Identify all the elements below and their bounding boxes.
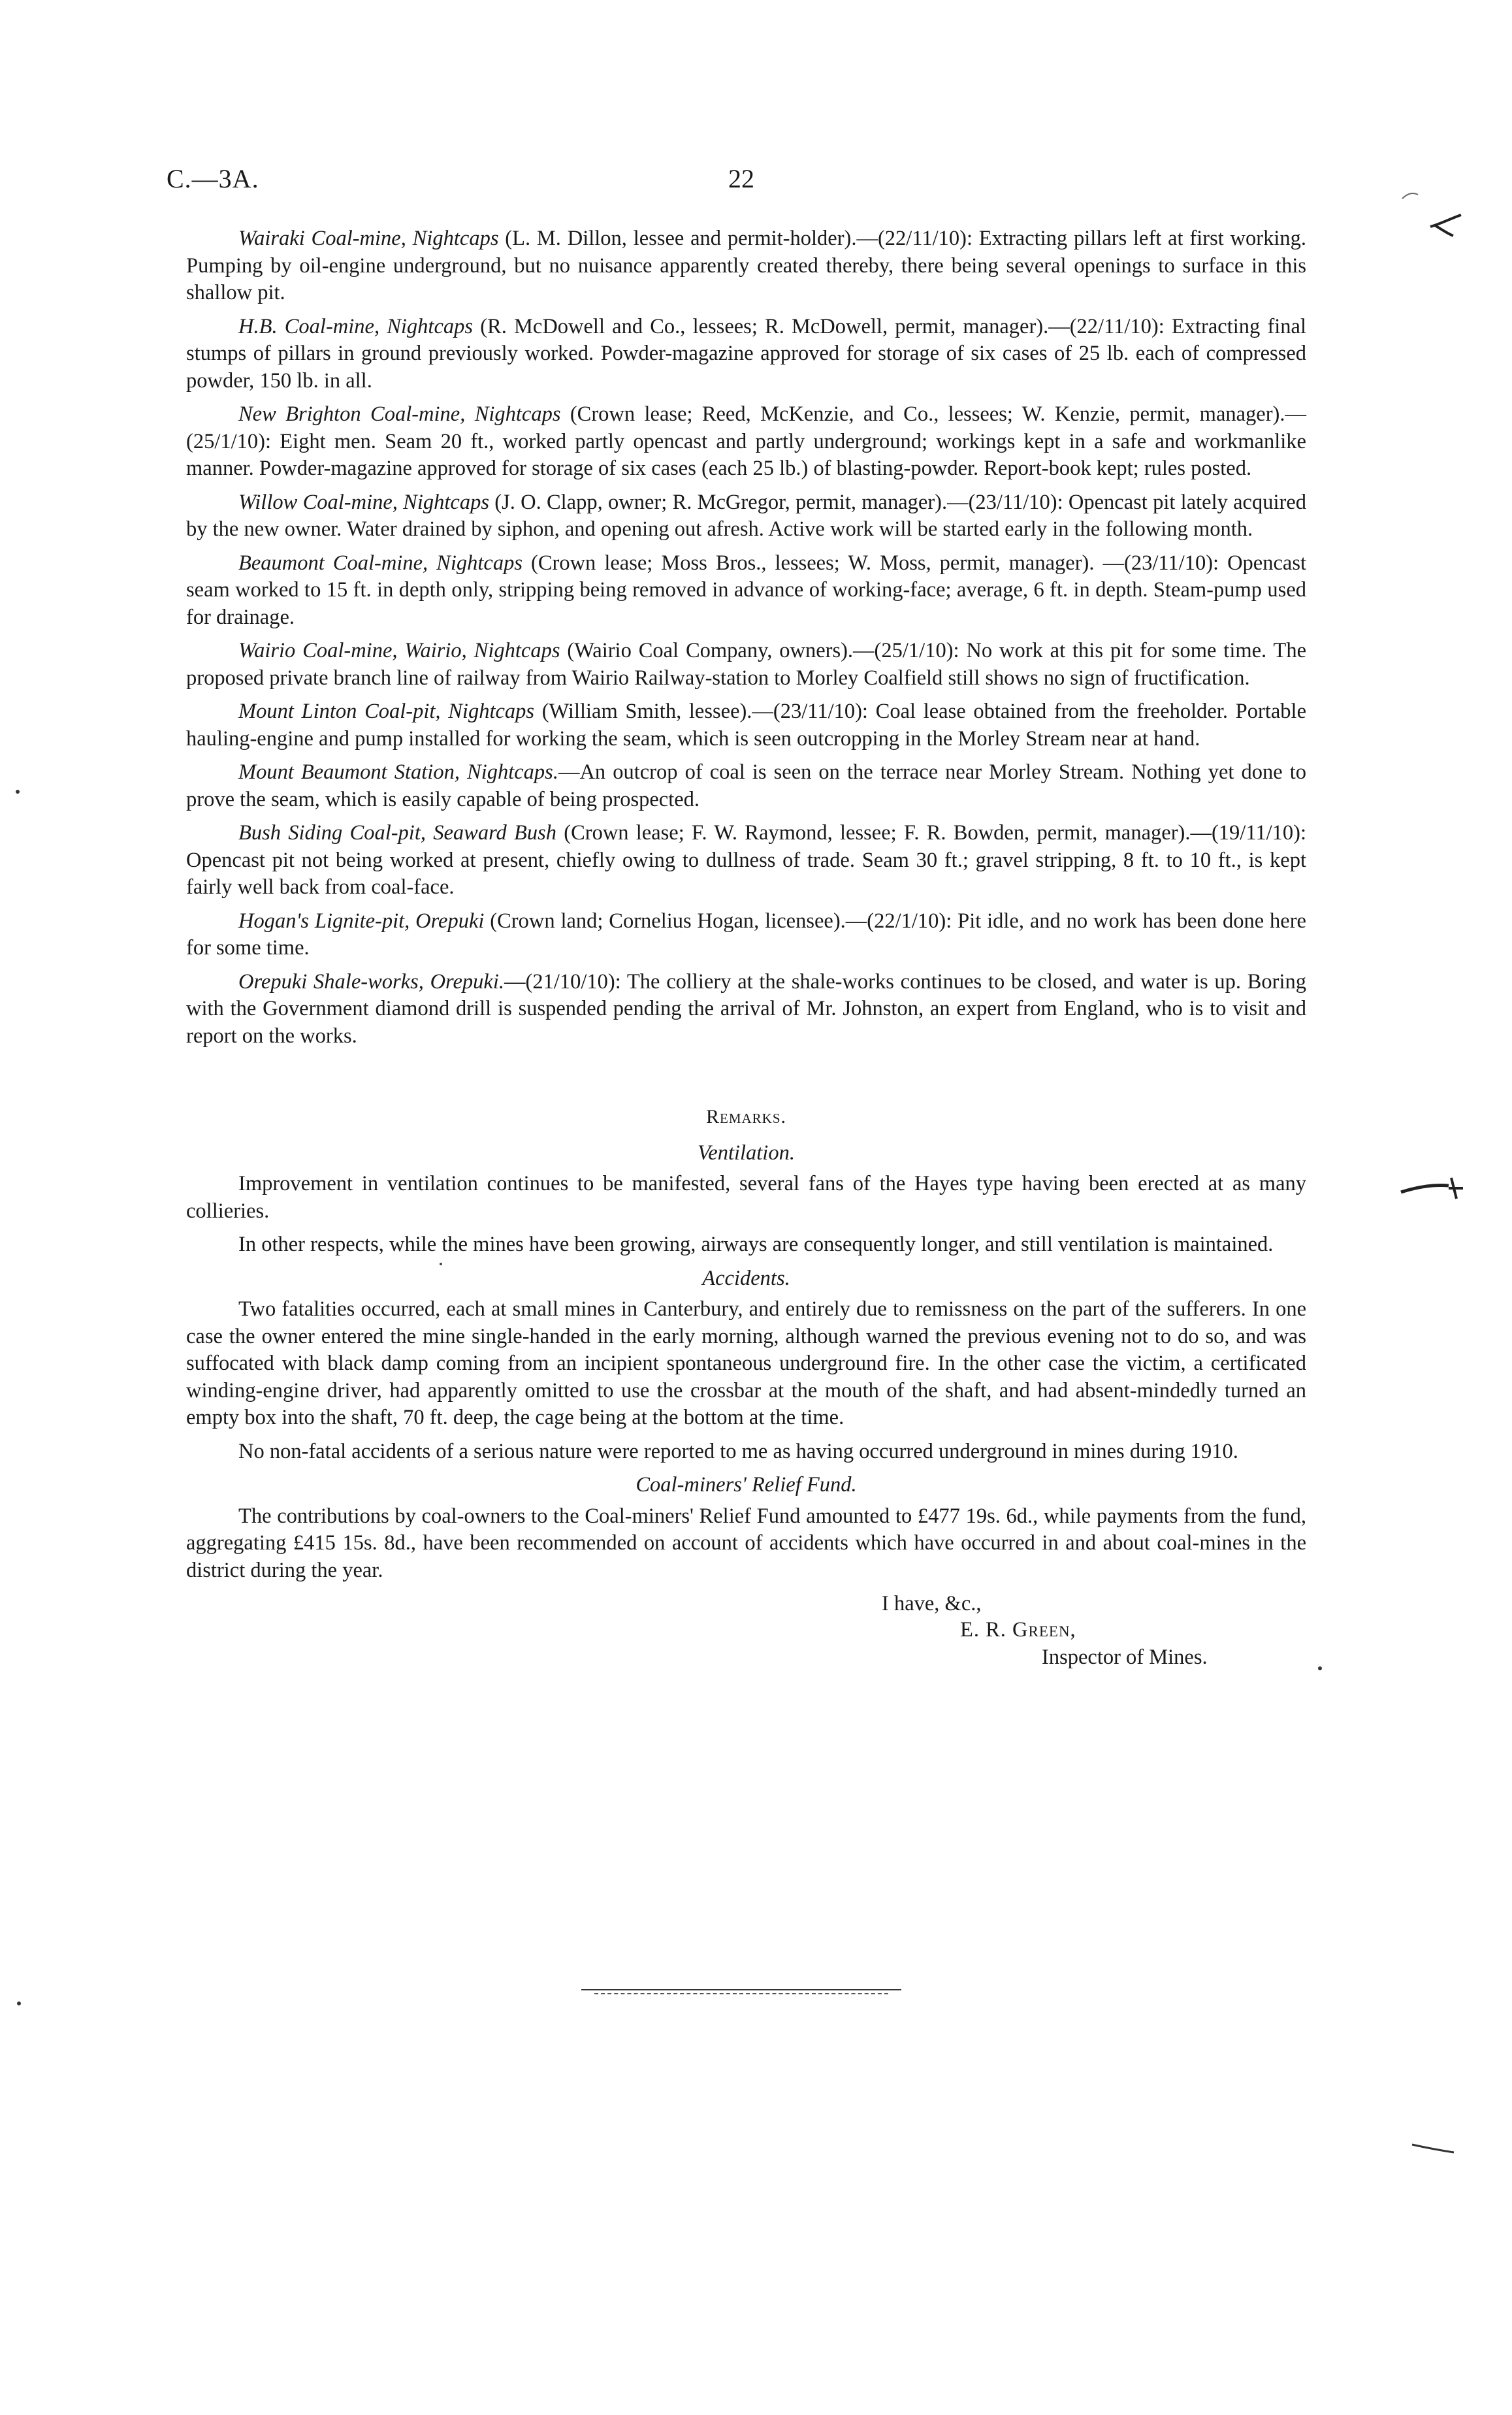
mine-entry-text: (L. M. Dillon, lessee and permit-holder).—(22/11/10): Extracting pillars left at first working. Pumping by oil-engine underground, but no nuisance apparently created thereby, there being several openings to surface in this shallow pit. [186,227,1306,304]
mine-entry-text: (J. O. Clapp, owner; R. McGregor, permit, manager).—(23/11/10): Opencast pit lately acquired by the new owner. Water drained by siphon, and opening out afresh. Active work will be started early in the following month. [186,490,1306,541]
relief-fund-heading: Coal-miners' Relief Fund. [635,1473,857,1497]
mine-entry-title: Wairaki Coal-mine, Nightcaps [238,227,499,250]
scan-mark [1427,212,1466,238]
mine-entry-title: Beaumont Coal-mine, Nightcaps [238,551,523,575]
end-rule [581,1989,901,1996]
mine-entry-title: New Brighton Coal-mine, Nightcaps [238,402,561,426]
mine-entry-text: —(21/10/10): The colliery at the shale-works continues to be closed, and water is up. Boring with the Government diamond drill is suspended pending the arrival of Mr. Johnston, an expert from England, who is to visit and report on the works. [186,969,1306,1048]
mine-entry [186,638,1306,692]
scan-dot [13,787,22,796]
mine-entry [186,759,1306,813]
mine-entry-title: Mount Linton Coal-pit, Nightcaps [238,700,535,723]
page-header [167,163,1310,203]
scan-mark [1411,2139,1456,2159]
mine-entry [186,820,1306,901]
mine-entry [186,225,1306,307]
mine-entry-text: (Wairio Coal Company, owners).—(25/1/10): No work at this pit for some time. The proposed private branch line of railway from Wairio Railway-station to Morley Coalfield still shows no sign of fructification. [186,639,1307,690]
page-number: 22 [728,164,754,193]
mine-entry-title: Willow Coal-mine, Nightcaps [238,490,489,514]
mine-entry-text: (William Smith, lessee).—(23/11/10): Coal lease obtained from the freeholder. Portable hauling-engine and pump installed for working the seam, which is seen outcropping in the Morley Stream near at hand. [186,700,1306,751]
signoff-closing: I have, &c., [882,1592,982,1615]
ventilation-heading: Ventilation. [698,1141,795,1165]
mine-entry [186,969,1306,1050]
mine-entry-text: (Crown lease; Moss Bros., lessees; W. Moss, permit, manager). —(23/11/10): Opencast seam worked to 15 ft. in depth only, stripping being removed in advance of working-face; average, 6 ft. in depth. Steam-pump used for drainage. [186,551,1306,629]
mine-entry [186,698,1306,753]
signoff-title: Inspector of Mines. [1042,1645,1208,1669]
mine-entry-text: (Crown land; Cornelius Hogan, licensee).—(22/1/10): Pit idle, and no work has been done here for some time. [186,909,1306,960]
mine-entry-title: Hogan's Lignite-pit, Orepuki [238,909,485,933]
signoff-name: E. R. Green, [960,1618,1076,1642]
scan-mark [1398,1173,1470,1205]
signoff [186,1591,1306,1682]
scan-dot [1316,1664,1324,1672]
end-rule-line [581,1989,901,1990]
relief-fund-paragraph: The contributions by coal-owners to the Coal-miners' Relief Fund amounted to £477 19s. 6d., while payments from the fund, aggregating £415 15s. 8d., have been recommended on account of accidents which have occurred in and about coal-mines in the district during the year. [186,1504,1306,1582]
document-body [186,225,1306,1682]
mine-entry-title: Wairio Coal-mine, Wairio, Nightcaps [238,639,560,662]
accidents-paragraph: Two fatalities occurred, each at small mines in Canterbury, and entirely due to remissness on the part of the sufferers. In one case the owner entered the mine single-handed in the early morning, although warned the previous evening not to do so, and was suffocated with black damp coming from an incipient spontaneous underground fire. In the other case the victim, a certificated winding-engine driver, had apparently omitted to use the crossbar at the mouth of the shaft, and had absent-mindedly turned an empty box into the shaft, 70 ft. deep, the cage being at the bottom at the time. [186,1297,1306,1429]
mine-entry [186,908,1306,962]
mine-entry-text: (Crown lease; F. W. Raymond, lessee; F. R. Bowden, permit, manager).—(19/11/10): Opencast pit not being worked at present, chiefly owing to dullness of trade. Seam 30 ft.; gravel stripping, 8 ft. to 10 ft., is kept fairly well back from coal-face. [186,821,1306,899]
accidents-heading: Accidents. [702,1266,790,1290]
ventilation-paragraph: Improvement in ventilation continues to be manifested, several fans of the Hayes type having been erected at as many collieries. [186,1172,1306,1223]
end-rule-line [594,1993,888,1994]
ventilation-paragraph: In other respects, while the mines have been growing, airways are consequently longer, and still ventilation is maintained. [238,1233,1274,1256]
mine-entry-title: H.B. Coal-mine, Nightcaps [238,314,474,338]
document-code: C.—3A. [167,164,259,193]
mine-entry [186,401,1306,483]
mine-entry [186,550,1306,632]
mine-entry-text: —An outcrop of coal is seen on the terrace near Morley Stream. Nothing yet done to prove the seam, which is easily capable of being prospected. [186,760,1306,811]
mine-entry-text: (R. McDowell and Co., lessees; R. McDowell, permit, manager).—(22/11/10): Extracting final stumps of pillars in ground previously worked. Powder-magazine approved for storage of six cases of 25 lb. each of compressed powder, 150 lb. in all. [186,314,1306,393]
mine-entry [186,489,1306,543]
scan-dot [438,1261,444,1267]
mine-entry-title: Bush Siding Coal-pit, Seaward Bush [238,821,557,845]
scan-mark [1401,189,1421,203]
mine-entry-title: Orepuki Shale-works, Orepuki. [238,969,505,994]
remarks-heading: Remarks. [705,1106,787,1127]
mine-entry-text: (Crown lease; Reed, McKenzie, and Co., lessees; W. Kenzie, permit, manager).—(25/1/10): Eight men. Seam 20 ft., worked partly opencast and partly underground; workings kept in a safe and workmanlike manner. Powder-magazine approved for storage of six cases (each 25 lb.) of blasting-powder. Report-book kept; rules posted. [186,402,1306,480]
mine-entry [186,314,1306,395]
mine-entry-title: Mount Beaumont Station, Nightcaps. [238,760,558,784]
scan-dot [14,1999,24,2008]
accidents-paragraph: No non-fatal accidents of a serious nature were reported to me as having occurred underground in mines during 1910. [238,1439,1238,1463]
